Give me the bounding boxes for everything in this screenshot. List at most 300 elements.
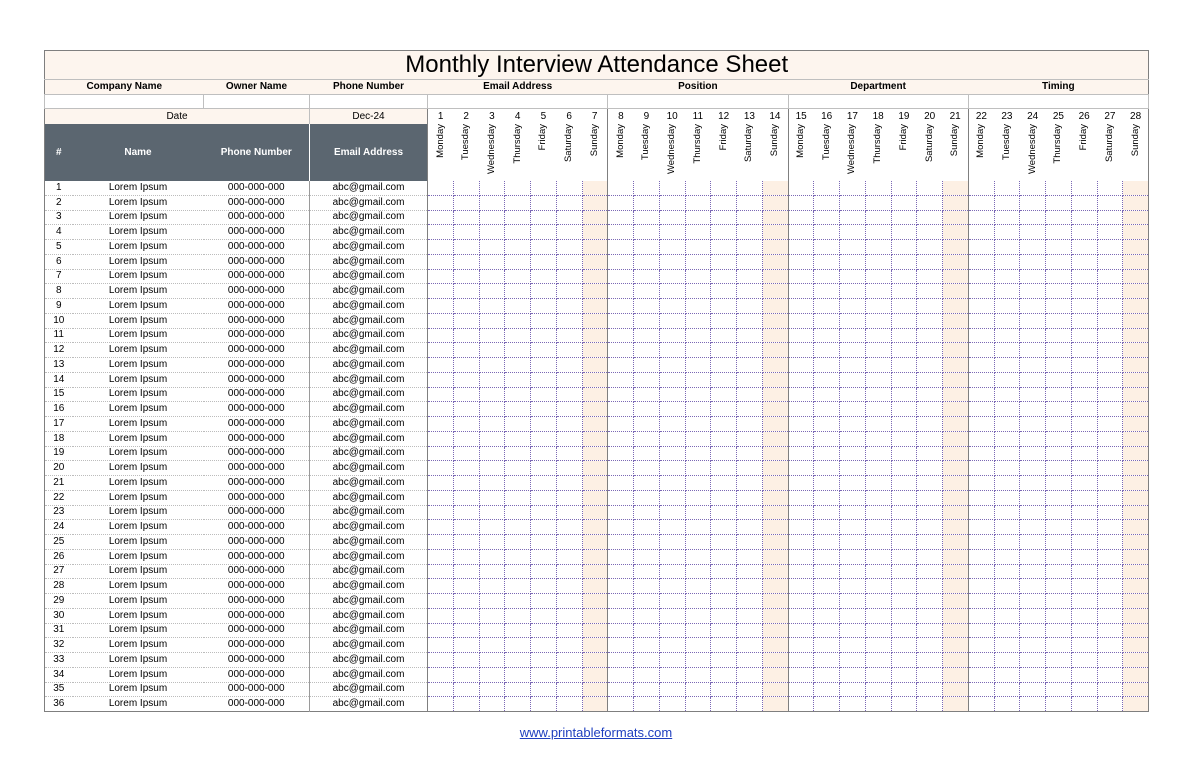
attendance-cell[interactable]: [943, 195, 969, 210]
attendance-cell[interactable]: [737, 520, 763, 535]
attendance-cell[interactable]: [814, 402, 840, 417]
attendance-cell[interactable]: [865, 564, 891, 579]
attendance-cell[interactable]: [608, 564, 634, 579]
attendance-cell[interactable]: [1071, 697, 1097, 712]
attendance-cell[interactable]: [479, 697, 505, 712]
attendance-cell[interactable]: [994, 667, 1020, 682]
attendance-cell[interactable]: [608, 417, 634, 432]
attendance-cell[interactable]: [943, 579, 969, 594]
attendance-cell[interactable]: [711, 402, 737, 417]
attendance-cell[interactable]: [531, 461, 557, 476]
attendance-cell[interactable]: [968, 358, 994, 373]
attendance-cell[interactable]: [814, 667, 840, 682]
attendance-cell[interactable]: [608, 431, 634, 446]
attendance-cell[interactable]: [608, 697, 634, 712]
attendance-cell[interactable]: [1097, 299, 1123, 314]
attendance-cell[interactable]: [891, 284, 917, 299]
attendance-cell[interactable]: [737, 490, 763, 505]
attendance-cell[interactable]: [479, 579, 505, 594]
attendance-cell[interactable]: [1123, 181, 1149, 195]
attendance-cell[interactable]: [1097, 535, 1123, 550]
attendance-cell[interactable]: [1046, 343, 1072, 358]
attendance-cell[interactable]: [556, 579, 582, 594]
attendance-cell[interactable]: [814, 269, 840, 284]
attendance-cell[interactable]: [1123, 520, 1149, 535]
attendance-cell[interactable]: [865, 667, 891, 682]
attendance-cell[interactable]: [943, 372, 969, 387]
attendance-cell[interactable]: [1046, 461, 1072, 476]
attendance-cell[interactable]: [608, 623, 634, 638]
attendance-cell[interactable]: [531, 623, 557, 638]
attendance-cell[interactable]: [917, 697, 943, 712]
attendance-cell[interactable]: [659, 372, 685, 387]
attendance-cell[interactable]: [634, 638, 660, 653]
attendance-cell[interactable]: [685, 284, 711, 299]
attendance-cell[interactable]: [917, 608, 943, 623]
attendance-cell[interactable]: [634, 431, 660, 446]
attendance-cell[interactable]: [762, 269, 788, 284]
attendance-cell[interactable]: [917, 328, 943, 343]
attendance-cell[interactable]: [917, 638, 943, 653]
attendance-cell[interactable]: [788, 623, 814, 638]
attendance-cell[interactable]: [943, 240, 969, 255]
attendance-cell[interactable]: [711, 653, 737, 668]
attendance-cell[interactable]: [428, 358, 454, 373]
attendance-cell[interactable]: [865, 402, 891, 417]
attendance-cell[interactable]: [1123, 343, 1149, 358]
attendance-cell[interactable]: [531, 446, 557, 461]
attendance-cell[interactable]: [814, 490, 840, 505]
attendance-cell[interactable]: [865, 682, 891, 697]
attendance-cell[interactable]: [634, 417, 660, 432]
attendance-cell[interactable]: [968, 299, 994, 314]
attendance-cell[interactable]: [685, 505, 711, 520]
attendance-cell[interactable]: [634, 195, 660, 210]
attendance-cell[interactable]: [891, 269, 917, 284]
attendance-cell[interactable]: [788, 549, 814, 564]
attendance-cell[interactable]: [840, 594, 866, 609]
attendance-cell[interactable]: [1123, 535, 1149, 550]
attendance-cell[interactable]: [840, 372, 866, 387]
attendance-cell[interactable]: [943, 254, 969, 269]
attendance-cell[interactable]: [1046, 210, 1072, 225]
attendance-cell[interactable]: [968, 638, 994, 653]
attendance-cell[interactable]: [531, 608, 557, 623]
attendance-cell[interactable]: [582, 181, 608, 195]
attendance-cell[interactable]: [1071, 254, 1097, 269]
attendance-cell[interactable]: [968, 505, 994, 520]
attendance-cell[interactable]: [814, 343, 840, 358]
attendance-cell[interactable]: [917, 490, 943, 505]
attendance-cell[interactable]: [1071, 269, 1097, 284]
attendance-cell[interactable]: [762, 638, 788, 653]
attendance-cell[interactable]: [968, 254, 994, 269]
attendance-cell[interactable]: [1020, 269, 1046, 284]
attendance-cell[interactable]: [685, 358, 711, 373]
attendance-cell[interactable]: [582, 667, 608, 682]
attendance-cell[interactable]: [788, 505, 814, 520]
attendance-cell[interactable]: [685, 313, 711, 328]
attendance-cell[interactable]: [634, 549, 660, 564]
attendance-cell[interactable]: [994, 343, 1020, 358]
attendance-cell[interactable]: [531, 240, 557, 255]
attendance-cell[interactable]: [531, 254, 557, 269]
attendance-cell[interactable]: [608, 461, 634, 476]
attendance-cell[interactable]: [788, 417, 814, 432]
attendance-cell[interactable]: [994, 372, 1020, 387]
attendance-cell[interactable]: [711, 476, 737, 491]
attendance-cell[interactable]: [582, 417, 608, 432]
attendance-cell[interactable]: [1123, 594, 1149, 609]
attendance-cell[interactable]: [1020, 313, 1046, 328]
attendance-cell[interactable]: [634, 225, 660, 240]
attendance-cell[interactable]: [453, 564, 479, 579]
attendance-cell[interactable]: [531, 284, 557, 299]
attendance-cell[interactable]: [968, 343, 994, 358]
attendance-cell[interactable]: [1123, 195, 1149, 210]
attendance-cell[interactable]: [1071, 343, 1097, 358]
attendance-cell[interactable]: [917, 535, 943, 550]
attendance-cell[interactable]: [582, 520, 608, 535]
attendance-cell[interactable]: [1046, 269, 1072, 284]
attendance-cell[interactable]: [428, 549, 454, 564]
attendance-cell[interactable]: [1020, 225, 1046, 240]
attendance-cell[interactable]: [634, 343, 660, 358]
attendance-cell[interactable]: [788, 461, 814, 476]
attendance-cell[interactable]: [994, 225, 1020, 240]
attendance-cell[interactable]: [531, 564, 557, 579]
attendance-cell[interactable]: [737, 343, 763, 358]
attendance-cell[interactable]: [737, 608, 763, 623]
attendance-cell[interactable]: [634, 358, 660, 373]
attendance-cell[interactable]: [634, 653, 660, 668]
attendance-cell[interactable]: [865, 594, 891, 609]
attendance-cell[interactable]: [1046, 284, 1072, 299]
attendance-cell[interactable]: [556, 284, 582, 299]
attendance-cell[interactable]: [865, 358, 891, 373]
attendance-cell[interactable]: [505, 697, 531, 712]
attendance-cell[interactable]: [685, 254, 711, 269]
attendance-cell[interactable]: [788, 446, 814, 461]
attendance-cell[interactable]: [737, 682, 763, 697]
attendance-cell[interactable]: [608, 505, 634, 520]
attendance-cell[interactable]: [814, 549, 840, 564]
attendance-cell[interactable]: [917, 446, 943, 461]
attendance-cell[interactable]: [968, 564, 994, 579]
attendance-cell[interactable]: [1097, 697, 1123, 712]
attendance-cell[interactable]: [840, 697, 866, 712]
attendance-cell[interactable]: [1123, 210, 1149, 225]
attendance-cell[interactable]: [711, 535, 737, 550]
attendance-cell[interactable]: [582, 535, 608, 550]
attendance-cell[interactable]: [814, 653, 840, 668]
timing-field[interactable]: [968, 95, 1149, 109]
attendance-cell[interactable]: [788, 284, 814, 299]
attendance-cell[interactable]: [1071, 195, 1097, 210]
attendance-cell[interactable]: [917, 682, 943, 697]
attendance-cell[interactable]: [1071, 313, 1097, 328]
attendance-cell[interactable]: [428, 579, 454, 594]
attendance-cell[interactable]: [428, 387, 454, 402]
attendance-cell[interactable]: [428, 402, 454, 417]
attendance-cell[interactable]: [479, 446, 505, 461]
attendance-cell[interactable]: [840, 387, 866, 402]
attendance-cell[interactable]: [891, 490, 917, 505]
attendance-cell[interactable]: [814, 225, 840, 240]
attendance-cell[interactable]: [840, 240, 866, 255]
attendance-cell[interactable]: [1071, 476, 1097, 491]
attendance-cell[interactable]: [917, 313, 943, 328]
attendance-cell[interactable]: [453, 431, 479, 446]
attendance-cell[interactable]: [968, 490, 994, 505]
attendance-cell[interactable]: [865, 195, 891, 210]
attendance-cell[interactable]: [556, 328, 582, 343]
attendance-cell[interactable]: [531, 697, 557, 712]
attendance-cell[interactable]: [685, 623, 711, 638]
attendance-cell[interactable]: [840, 225, 866, 240]
attendance-cell[interactable]: [505, 682, 531, 697]
attendance-cell[interactable]: [634, 476, 660, 491]
attendance-cell[interactable]: [505, 210, 531, 225]
attendance-cell[interactable]: [556, 240, 582, 255]
attendance-cell[interactable]: [556, 594, 582, 609]
attendance-cell[interactable]: [840, 210, 866, 225]
attendance-cell[interactable]: [865, 446, 891, 461]
attendance-cell[interactable]: [788, 240, 814, 255]
attendance-cell[interactable]: [608, 299, 634, 314]
attendance-cell[interactable]: [531, 490, 557, 505]
attendance-cell[interactable]: [814, 240, 840, 255]
attendance-cell[interactable]: [968, 446, 994, 461]
attendance-cell[interactable]: [453, 402, 479, 417]
attendance-cell[interactable]: [659, 535, 685, 550]
attendance-cell[interactable]: [865, 490, 891, 505]
attendance-cell[interactable]: [917, 417, 943, 432]
attendance-cell[interactable]: [582, 299, 608, 314]
attendance-cell[interactable]: [453, 520, 479, 535]
attendance-cell[interactable]: [737, 535, 763, 550]
attendance-cell[interactable]: [917, 594, 943, 609]
attendance-cell[interactable]: [556, 505, 582, 520]
attendance-cell[interactable]: [453, 299, 479, 314]
attendance-cell[interactable]: [891, 358, 917, 373]
attendance-cell[interactable]: [556, 490, 582, 505]
attendance-cell[interactable]: [505, 417, 531, 432]
attendance-cell[interactable]: [788, 225, 814, 240]
attendance-cell[interactable]: [531, 313, 557, 328]
attendance-cell[interactable]: [943, 653, 969, 668]
attendance-cell[interactable]: [479, 195, 505, 210]
attendance-cell[interactable]: [788, 387, 814, 402]
attendance-cell[interactable]: [762, 210, 788, 225]
attendance-cell[interactable]: [762, 564, 788, 579]
attendance-cell[interactable]: [1020, 240, 1046, 255]
attendance-cell[interactable]: [659, 299, 685, 314]
attendance-cell[interactable]: [711, 520, 737, 535]
attendance-cell[interactable]: [711, 328, 737, 343]
attendance-cell[interactable]: [762, 402, 788, 417]
attendance-cell[interactable]: [582, 225, 608, 240]
attendance-cell[interactable]: [891, 623, 917, 638]
attendance-cell[interactable]: [711, 358, 737, 373]
attendance-cell[interactable]: [1097, 520, 1123, 535]
attendance-cell[interactable]: [479, 549, 505, 564]
attendance-cell[interactable]: [762, 417, 788, 432]
attendance-cell[interactable]: [582, 313, 608, 328]
attendance-cell[interactable]: [994, 564, 1020, 579]
attendance-cell[interactable]: [1123, 490, 1149, 505]
attendance-cell[interactable]: [917, 431, 943, 446]
attendance-cell[interactable]: [840, 284, 866, 299]
attendance-cell[interactable]: [505, 313, 531, 328]
attendance-cell[interactable]: [479, 682, 505, 697]
attendance-cell[interactable]: [1123, 638, 1149, 653]
attendance-cell[interactable]: [582, 461, 608, 476]
attendance-cell[interactable]: [1046, 299, 1072, 314]
attendance-cell[interactable]: [737, 299, 763, 314]
attendance-cell[interactable]: [943, 594, 969, 609]
attendance-cell[interactable]: [943, 461, 969, 476]
attendance-cell[interactable]: [1097, 490, 1123, 505]
attendance-cell[interactable]: [891, 594, 917, 609]
attendance-cell[interactable]: [814, 284, 840, 299]
attendance-cell[interactable]: [737, 210, 763, 225]
attendance-cell[interactable]: [865, 343, 891, 358]
attendance-cell[interactable]: [737, 549, 763, 564]
attendance-cell[interactable]: [685, 697, 711, 712]
attendance-cell[interactable]: [994, 446, 1020, 461]
attendance-cell[interactable]: [428, 697, 454, 712]
attendance-cell[interactable]: [1123, 549, 1149, 564]
attendance-cell[interactable]: [1097, 461, 1123, 476]
attendance-cell[interactable]: [453, 608, 479, 623]
attendance-cell[interactable]: [428, 682, 454, 697]
attendance-cell[interactable]: [711, 195, 737, 210]
attendance-cell[interactable]: [762, 431, 788, 446]
attendance-cell[interactable]: [1097, 343, 1123, 358]
attendance-cell[interactable]: [865, 299, 891, 314]
attendance-cell[interactable]: [1046, 313, 1072, 328]
attendance-cell[interactable]: [788, 210, 814, 225]
attendance-cell[interactable]: [788, 697, 814, 712]
attendance-cell[interactable]: [968, 313, 994, 328]
attendance-cell[interactable]: [1071, 564, 1097, 579]
attendance-cell[interactable]: [762, 653, 788, 668]
attendance-cell[interactable]: [1046, 328, 1072, 343]
attendance-cell[interactable]: [943, 623, 969, 638]
attendance-cell[interactable]: [711, 431, 737, 446]
attendance-cell[interactable]: [1046, 490, 1072, 505]
attendance-cell[interactable]: [685, 387, 711, 402]
attendance-cell[interactable]: [453, 594, 479, 609]
attendance-cell[interactable]: [1071, 225, 1097, 240]
attendance-cell[interactable]: [634, 446, 660, 461]
attendance-cell[interactable]: [608, 579, 634, 594]
attendance-cell[interactable]: [1097, 181, 1123, 195]
attendance-cell[interactable]: [582, 653, 608, 668]
attendance-cell[interactable]: [711, 269, 737, 284]
attendance-cell[interactable]: [840, 195, 866, 210]
attendance-cell[interactable]: [917, 653, 943, 668]
attendance-cell[interactable]: [1123, 299, 1149, 314]
attendance-cell[interactable]: [634, 682, 660, 697]
attendance-cell[interactable]: [685, 461, 711, 476]
attendance-cell[interactable]: [1046, 667, 1072, 682]
attendance-cell[interactable]: [762, 579, 788, 594]
attendance-cell[interactable]: [1046, 579, 1072, 594]
attendance-cell[interactable]: [840, 313, 866, 328]
attendance-cell[interactable]: [453, 240, 479, 255]
attendance-cell[interactable]: [1020, 682, 1046, 697]
attendance-cell[interactable]: [968, 535, 994, 550]
attendance-cell[interactable]: [762, 608, 788, 623]
attendance-cell[interactable]: [891, 461, 917, 476]
attendance-cell[interactable]: [917, 284, 943, 299]
attendance-cell[interactable]: [1046, 254, 1072, 269]
attendance-cell[interactable]: [994, 505, 1020, 520]
attendance-cell[interactable]: [943, 225, 969, 240]
attendance-cell[interactable]: [634, 299, 660, 314]
attendance-cell[interactable]: [865, 697, 891, 712]
attendance-cell[interactable]: [1097, 328, 1123, 343]
attendance-cell[interactable]: [556, 653, 582, 668]
attendance-cell[interactable]: [968, 653, 994, 668]
attendance-cell[interactable]: [531, 343, 557, 358]
attendance-cell[interactable]: [556, 269, 582, 284]
attendance-cell[interactable]: [968, 697, 994, 712]
attendance-cell[interactable]: [968, 682, 994, 697]
attendance-cell[interactable]: [479, 313, 505, 328]
attendance-cell[interactable]: [1123, 269, 1149, 284]
attendance-cell[interactable]: [428, 431, 454, 446]
attendance-cell[interactable]: [608, 535, 634, 550]
attendance-cell[interactable]: [891, 638, 917, 653]
attendance-cell[interactable]: [1071, 299, 1097, 314]
attendance-cell[interactable]: [582, 697, 608, 712]
attendance-cell[interactable]: [608, 638, 634, 653]
attendance-cell[interactable]: [634, 210, 660, 225]
attendance-cell[interactable]: [968, 372, 994, 387]
attendance-cell[interactable]: [1071, 446, 1097, 461]
attendance-cell[interactable]: [943, 549, 969, 564]
attendance-cell[interactable]: [737, 387, 763, 402]
attendance-cell[interactable]: [1071, 579, 1097, 594]
attendance-cell[interactable]: [556, 313, 582, 328]
attendance-cell[interactable]: [840, 505, 866, 520]
attendance-cell[interactable]: [865, 520, 891, 535]
attendance-cell[interactable]: [428, 299, 454, 314]
attendance-cell[interactable]: [428, 608, 454, 623]
attendance-cell[interactable]: [608, 181, 634, 195]
attendance-cell[interactable]: [659, 461, 685, 476]
attendance-cell[interactable]: [891, 387, 917, 402]
attendance-cell[interactable]: [428, 461, 454, 476]
attendance-cell[interactable]: [994, 579, 1020, 594]
attendance-cell[interactable]: [917, 579, 943, 594]
attendance-cell[interactable]: [865, 476, 891, 491]
attendance-cell[interactable]: [737, 240, 763, 255]
attendance-cell[interactable]: [788, 328, 814, 343]
attendance-cell[interactable]: [1020, 254, 1046, 269]
attendance-cell[interactable]: [1071, 358, 1097, 373]
attendance-cell[interactable]: [917, 181, 943, 195]
attendance-cell[interactable]: [1071, 431, 1097, 446]
attendance-cell[interactable]: [994, 358, 1020, 373]
attendance-cell[interactable]: [582, 269, 608, 284]
attendance-cell[interactable]: [840, 417, 866, 432]
attendance-cell[interactable]: [453, 549, 479, 564]
attendance-cell[interactable]: [505, 181, 531, 195]
